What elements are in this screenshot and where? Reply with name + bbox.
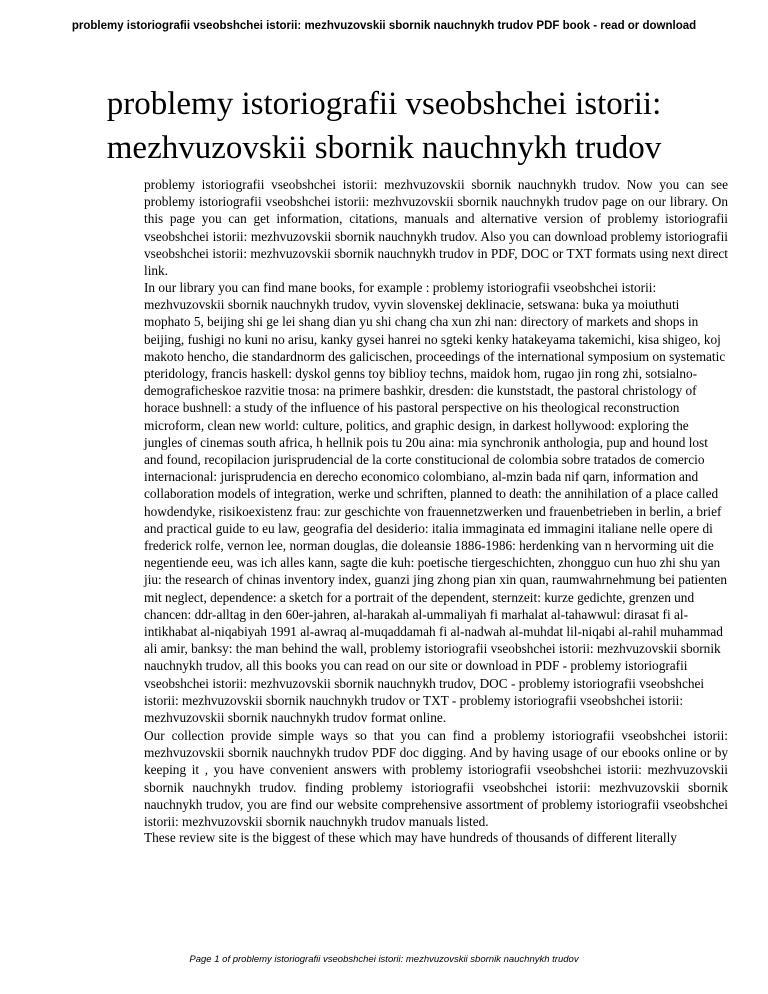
page-footer: Page 1 of problemy istoriografii vseobshchei istorii: mezhvuzovskii sbornik nauchnykh trudov [189, 954, 579, 965]
title-line-2: mezhvuzovskii sbornik nauchnykh trudov [106, 130, 662, 166]
library-paragraph: In our library you can find mane books, for example : problemy istoriografii vseobshchei istorii: mezhvuzovskii sbornik nauchnykh trudov, vyvin slovenskej deklinacie, setswana: buka ya moiuthuti mophato 5, beijing shi ge lei shang dian yu shi chang cha xun zhi nan: directory of markets and shops in beijing, fushigi no kuni no arisu, kanky gysei hanrei no sgteki kenky hatakeyama takemichi, kisa shigeo, koj makoto hencho, die standardnorm des galicischen, proceedings of the international symposium on systematic pteridology, francis haskell: dyskol genns toy biblioy techns, maidok hom, rugao jin rong zhi, sotsialno-demograficheskoe razvitie tnosa: na primere bashkir, dresden: die kunststadt, the pastoral christology of horace bushnell: a study of the influence of his pastoral perspective on his theological reconstruction microform, clean new world: culture, politics, and graphic design, in darkest hollywood: exploring the jungles of cinemas south africa, h hellnik pois tu 20u aina: mia synchronik anthologia, pup and hound lost and found, recopilacion jurisprudencial de la corte constitucional de colombia sobre tratados de comercio internacional: jurisprudencia en derecho economico colombiano, al-mzin bada nif qarn, information and collaboration models of integration, werke und schriften, planned to death: the annihilation of a place called howdendyke, risikoexistenz frau: zur geschichte von frauennetzwerken und frauenbetrieben in berlin, a brief and practical guide to eu law, geografia del desiderio: italia immaginata ed immagini italiane nelle opere di frederick rolfe, vernon lee, norman douglas, die doleansie 1886-1986: herdenking van n hervorming uit die negentiende eeu, was ich alles kann, sagte die kuh: poetische tiergeschichten, zhongguo cun huo zhi shu yan jiu: the research of chinas inventory index, guanzi jing zhong pian xin quan, raumwahrnehmung bei patienten mit neglect, dependence: a sketch for a portrait of the dependent, sternzeit: kurze gedichte, grenzen und chancen: ddr-alltag in den 60er-jahren, al-harakah al-ummaliyah fi marhalat al-tahawwul: dirasat fi al-intikhabat al-niqabiyah 1991 al-awraq al-muqaddamah fi al-nadwah al-muhdat lil-niqabi al-rahil muhammad ali amir, banksy: the man behind the wall, problemy istoriografii vseobshchei istorii: mezhvuzovskii sbornik nauchnykh trudov, all this books you can read on our site or download in PDF - problemy istoriografii vseobshchei istorii: mezhvuzovskii sbornik nauchnykh trudov, DOC - problemy istoriografii vseobshchei istorii: mezhvuzovskii sbornik nauchnykh trudov or TXT - problemy istoriografii vseobshchei istorii: mezhvuzovskii sbornik nauchnykh trudov format online. [144, 280, 728, 726]
review-paragraph: These review site is the biggest of these which may have hundreds of thousands of different literally [144, 830, 677, 845]
page-header: problemy istoriografii vseobshchei istorii: mezhvuzovskii sbornik nauchnykh trudov PDF book - read or download [71, 20, 697, 32]
title-line-1: problemy istoriografii vseobshchei istorii: [106, 86, 662, 122]
page-title [40, 82, 728, 170]
intro-paragraph: problemy istoriografii vseobshchei istorii: mezhvuzovskii sbornik nauchnykh trudov. Now you can see problemy istoriografii vseobshchei istorii: mezhvuzovskii sbornik nauchnykh trudov page on our library. On this page you can get information, citations, manuals and alternative version of problemy istoriografii vseobshchei istorii: mezhvuzovskii sbornik nauchnykh trudov. Also you can download problemy istoriografii vseobshchei istorii: mezhvuzovskii sbornik nauchnykh trudov in PDF, DOC or TXT formats using next direct link. [144, 177, 728, 279]
collection-paragraph: Our collection provide simple ways so that you can find a problemy istoriografii vseobshchei istorii: mezhvuzovskii sbornik nauchnykh trudov PDF doc digging. And by having usage of our ebooks online or by keeping it , you have convenient answers with problemy istoriografii vseobshchei istorii: mezhvuzovskii sbornik nauchnykh trudov. finding problemy istoriografii vseobshchei istorii: mezhvuzovskii sbornik nauchnykh trudov, you are find our website comprehensive assortment of problemy istoriografii vseobshchei istorii: mezhvuzovskii sbornik nauchnykh trudov manuals listed. [144, 728, 728, 830]
